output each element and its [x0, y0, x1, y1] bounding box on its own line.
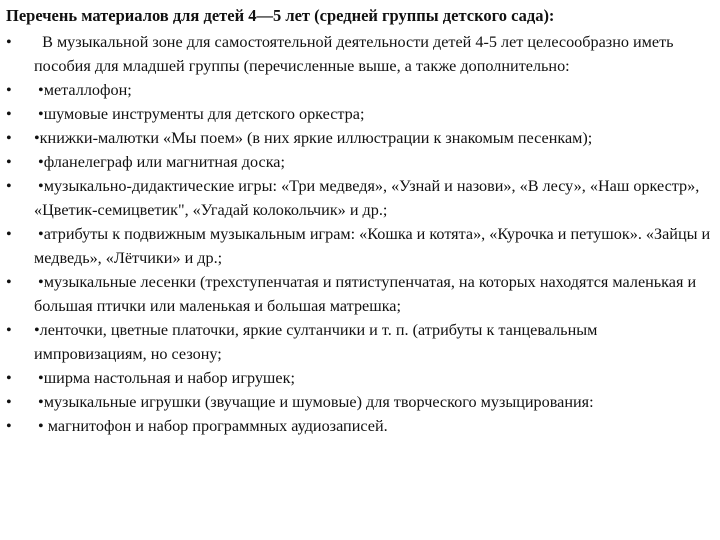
list-item — [6, 222, 714, 270]
list-item — [6, 126, 714, 150]
list-item-text: •фланелеграф или магнитная доска; — [34, 153, 285, 171]
bullet: • — [6, 369, 12, 387]
slide-title: Перечень материалов для детей 4—5 лет (средней группы детского сада): — [6, 6, 555, 25]
list-item-text: •музыкальные лесенки (трехступенчатая и пятиступенчатая, на которых находятся маленькая и большая птички или маленькая и большая матрешка; — [34, 273, 701, 315]
bullet: • — [6, 33, 12, 51]
list-item — [6, 414, 714, 438]
list-item — [6, 30, 714, 78]
list-item-text: •музыкальные игрушки (звучащие и шумовые) для творческого музыцирования: — [34, 393, 594, 411]
list-item-text: •шумовые инструменты для детского оркестра; — [34, 105, 365, 123]
bullet: • — [6, 81, 12, 99]
bullet: • — [6, 225, 12, 243]
list-item — [6, 102, 714, 126]
bullet: • — [6, 129, 12, 147]
list-item-text: В музыкальной зоне для самостоятельной деятельности детей 4-5 лет целесообразно иметь пособия для младшей группы (перечисленные выше, а также дополнительно: — [34, 33, 678, 75]
bullet: • — [6, 273, 12, 291]
bullet: • — [6, 105, 12, 123]
bullet: • — [6, 393, 12, 411]
list-item — [6, 270, 714, 318]
bullet: • — [6, 417, 12, 435]
list-item-text: • магнитофон и набор программных аудиозаписей. — [34, 417, 388, 435]
bullet: • — [6, 177, 12, 195]
list-item-text: •ширма настольная и набор игрушек; — [34, 369, 295, 387]
bullet: • — [6, 321, 12, 339]
list-item — [6, 318, 714, 366]
list-item-text: •металлофон; — [34, 81, 132, 99]
list-item-text: •ленточки, цветные платочки, яркие султанчики и т. п. (атрибуты к танцевальным импровизациям, но сезону; — [34, 321, 602, 363]
list-item — [6, 390, 714, 414]
list-item-text: •атрибуты к подвижным музыкальным играм: «Кошка и котята», «Курочка и петушок». «Зайцы и медведь», «Лётчики» и др.; — [34, 225, 715, 267]
list-item — [6, 150, 714, 174]
list-item — [6, 366, 714, 390]
materials-list — [6, 30, 714, 438]
list-item — [6, 78, 714, 102]
bullet: • — [6, 153, 12, 171]
list-item-text: •книжки-малютки «Мы поем» (в них яркие иллюстрации к знакомым песенкам); — [34, 129, 593, 147]
list-item-text: •музыкально-дидактические игры: «Три медведя», «Узнай и назови», «В лесу», «Наш оркестр», «Цветик-семицветик", «Угадай колокольчик» и др.; — [34, 177, 704, 219]
list-item — [6, 174, 714, 222]
